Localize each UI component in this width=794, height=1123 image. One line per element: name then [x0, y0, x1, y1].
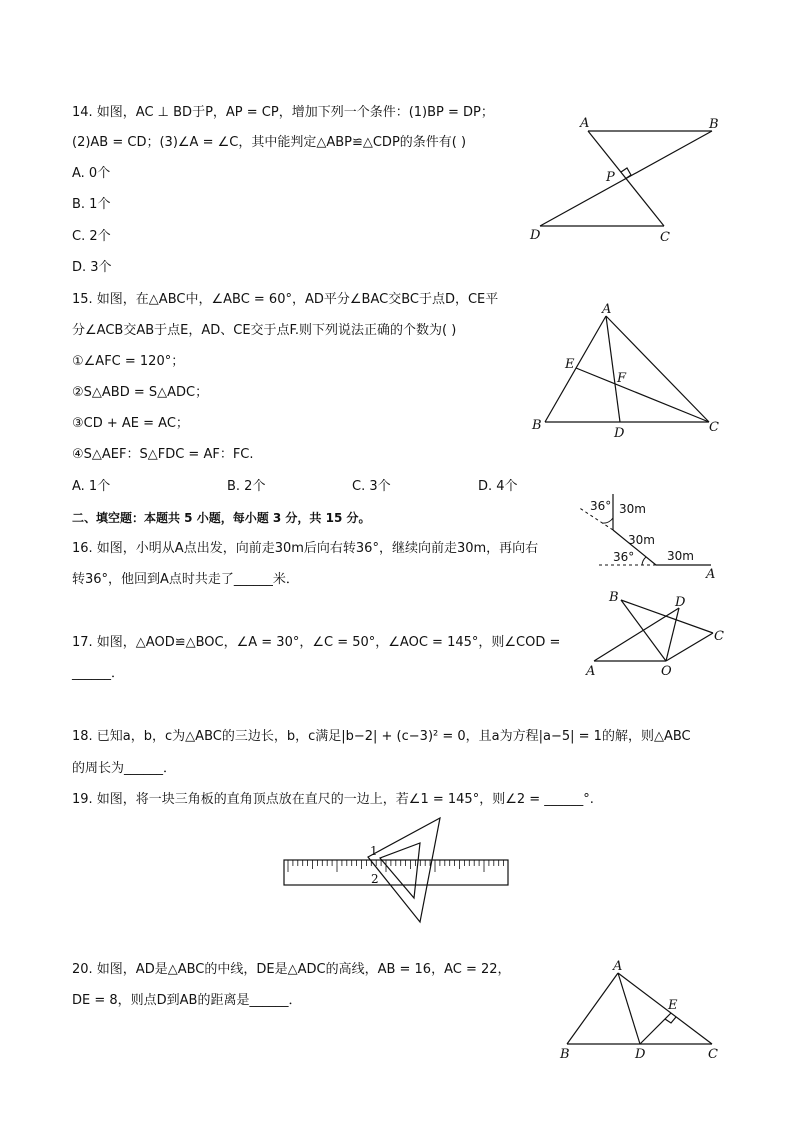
q14-line2: (2)AB = CD；(3)∠A = ∠C，其中能判定△ABP≌△CDP的条件有( )	[72, 135, 467, 150]
q15-option-b: B. 2个	[227, 479, 266, 494]
q15-statement-2: ②S△ABD = S△ADC；	[72, 385, 209, 400]
q20-seg-ad	[618, 973, 640, 1044]
q16-label-d2: 30m	[628, 533, 655, 547]
q15-statement-4: ④S△AEF：S△FDC = AF：FC.	[72, 447, 254, 462]
q14-label-b: B	[709, 117, 719, 132]
q14-label-c: C	[660, 230, 670, 245]
q15-label-c: C	[709, 420, 719, 435]
q14-label-d: D	[530, 228, 541, 243]
q15-label-e: E	[565, 357, 575, 372]
q14-option-d: D. 3个	[72, 260, 112, 275]
q16-label-angle1: 36°	[590, 499, 612, 513]
q18-line2: 的周长为______．	[72, 761, 177, 776]
q17-line1: 17. 如图，△AOD≌△BOC，∠A = 30°，∠C = 50°，∠AOC = 145°，则∠COD =	[72, 635, 561, 650]
q19-label-angle1: 1	[370, 844, 378, 858]
q20-label-e: E	[668, 998, 678, 1013]
q14-option-a: A. 0个	[72, 166, 111, 181]
q17-line2: ______．	[72, 666, 125, 681]
q17-label-c: C	[714, 629, 724, 644]
q16-line1: 16. 如图，小明从A点出发，向前走30m后向右转36°，继续向前走30m，再向右	[72, 541, 539, 556]
q15-label-b: B	[532, 418, 542, 433]
q20-label-b: B	[560, 1047, 570, 1062]
section-2-heading: 二、填空题：本题共 5 小题，每小题 3 分，共 15 分。	[72, 511, 371, 525]
q16-line2: 转36°，他回到A点时共走了______米．	[72, 572, 299, 587]
q15-label-a: A	[602, 302, 612, 317]
q15-line2: 分∠ACB交AB于点E，AD、CE交于点F.则下列说法正确的个数为( )	[72, 323, 457, 338]
q20-seg-ac	[618, 973, 712, 1044]
q14-label-p: P	[606, 170, 615, 185]
q20-seg-ab	[567, 973, 618, 1044]
q19-label-angle2: 2	[371, 872, 379, 886]
q15-line1: 15. 如图，在△ABC中，∠ABC = 60°，AD平分∠BAC交BC于点D，CE平	[72, 292, 499, 307]
q14-option-c: C. 2个	[72, 229, 111, 244]
q17-label-d: D	[675, 595, 686, 610]
q14-label-a: A	[580, 116, 590, 131]
q17-label-b: B	[609, 590, 619, 605]
q15-label-f: F	[617, 371, 627, 386]
q18-line1: 18. 已知a，b，c为△ABC的三边长，b，c满足|b−2| + (c−3)² = 0，且a为方程|a−5| = 1的解，则△ABC	[72, 729, 691, 744]
q15-option-d: D. 4个	[478, 479, 518, 494]
q16-label-angle2: 36°	[613, 550, 635, 564]
q14-option-b: B. 1个	[72, 197, 111, 212]
q20-label-c: C	[708, 1047, 718, 1062]
q16-label-d1: 30m	[619, 502, 646, 516]
q20-line2: DE = 8，则点D到AB的距离是______．	[72, 993, 302, 1008]
q17-label-a: A	[586, 664, 596, 679]
q20-label-a: A	[613, 959, 623, 974]
q15-label-d: D	[614, 426, 625, 441]
q15-statement-1: ①∠AFC = 120°；	[72, 354, 185, 369]
q20-label-d: D	[635, 1047, 646, 1062]
q16-label-a: A	[706, 567, 716, 582]
q15-option-c: C. 3个	[352, 479, 391, 494]
q20-line1: 20. 如图，AD是△ABC的中线，DE是△ADC的高线，AB = 16，AC = 22，	[72, 962, 511, 977]
q16-label-d3: 30m	[667, 549, 694, 563]
q20-seg-de	[640, 1013, 671, 1044]
q14-line1: 14. 如图，AC ⊥ BD于P，AP = CP，增加下列一个条件：(1)BP = DP；	[72, 105, 494, 120]
q19-line1: 19. 如图，将一块三角板的直角顶点放在直尺的一边上，若∠1 = 145°，则∠2 = ______°.	[72, 792, 594, 807]
q17-label-o: O	[661, 664, 672, 679]
q15-statement-3: ③CD + AE = AC；	[72, 416, 189, 431]
q15-option-a: A. 1个	[72, 479, 111, 494]
